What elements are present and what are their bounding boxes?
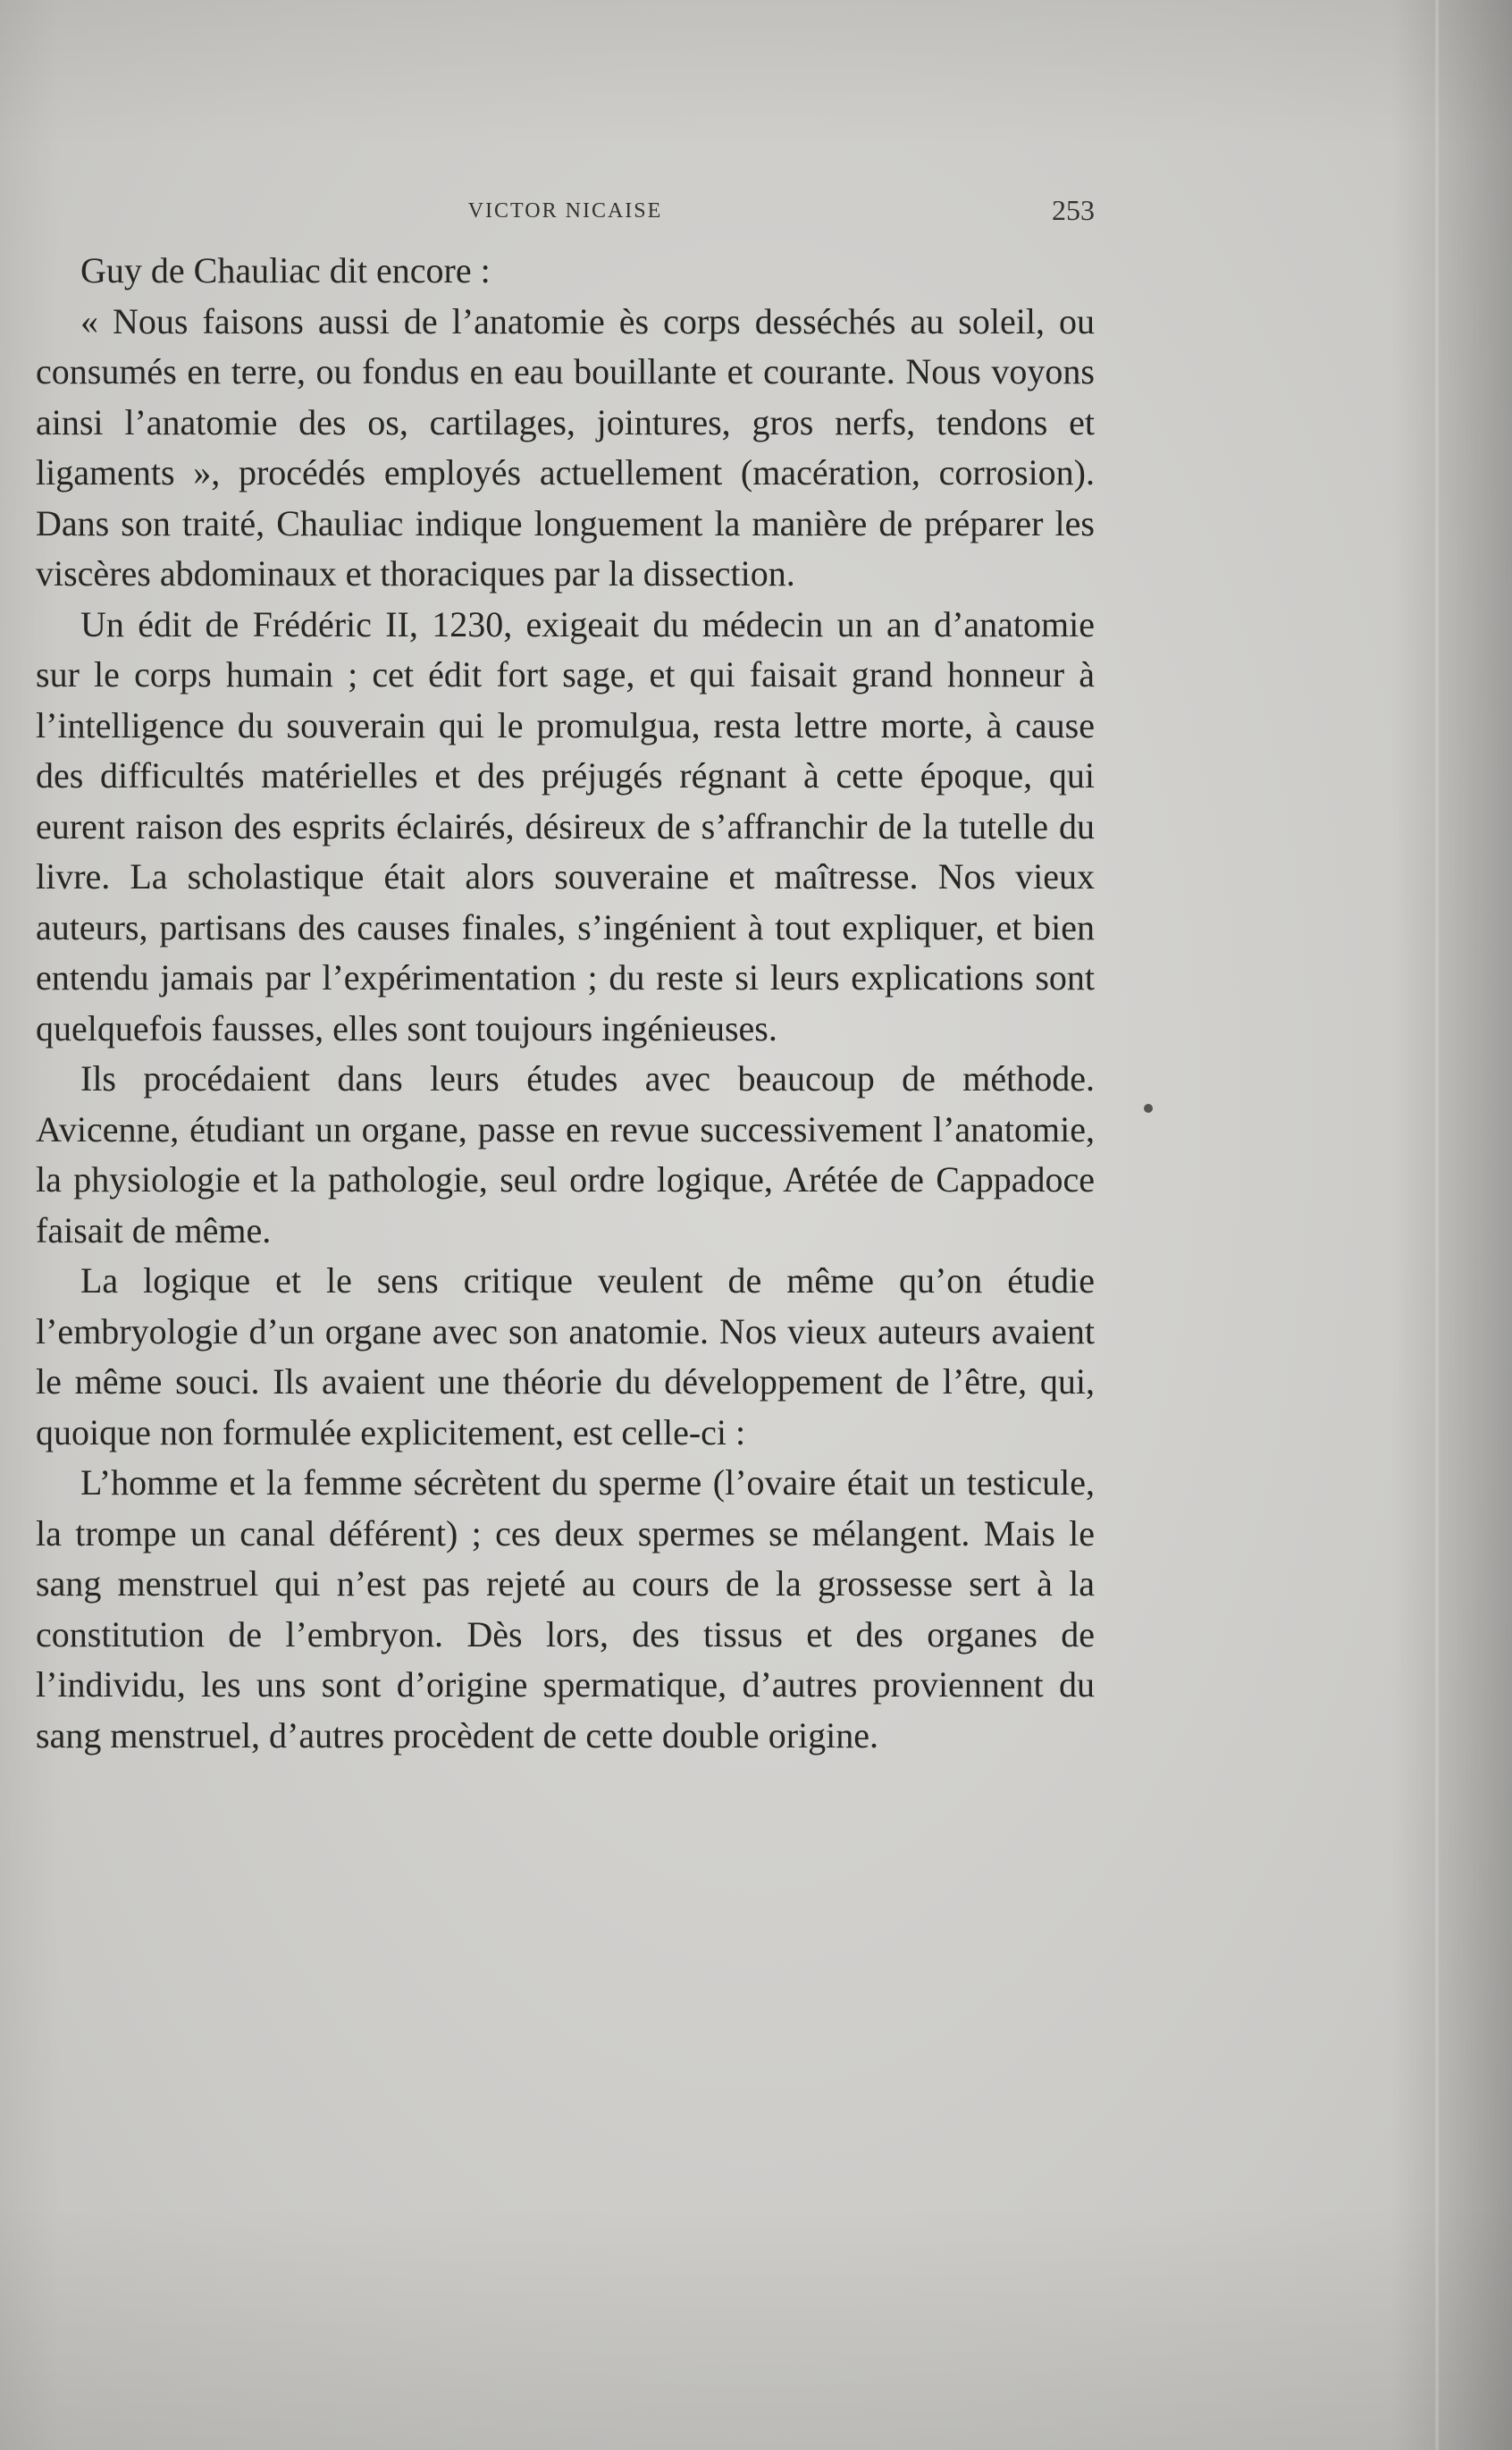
- running-head: [36, 174, 1095, 228]
- running-title: VICTOR NICAISE: [467, 199, 663, 223]
- page-number: 253: [1052, 194, 1095, 226]
- paragraph: La logique et le sens critique veulent de même qu’on étudie l’embryologie d’un organe avec son anatomie. Nos vieux auteurs avaient le même souci. Ils avaient une théorie du développement de l’être, qui, quoique non formulée explicitement, est celle-ci :: [36, 1260, 1095, 1452]
- scan-edge-streak: [1434, 0, 1440, 2450]
- paragraph: Guy de Chauliac dit encore :: [80, 250, 491, 290]
- book-page: [36, 174, 1095, 1761]
- ink-speck: [1144, 1104, 1153, 1113]
- body-text: [36, 246, 1095, 1761]
- paragraph: L’homme et la femme sécrètent du sperme (l’ovaire était un testicule, la trompe un canal déférent) ; ces deux spermes se mélangent. Mais le sang menstruel qui n’est pas rejeté au cours de la grossesse sert à la constitution de l’embryon. Dès lors, des tissus et des organes de l’individu, les uns sont d’origine spermatique, d’autres proviennent du sang menstruel, d’autres procèdent de cette double origine.: [36, 1462, 1095, 1755]
- paragraph: Ils procédaient dans leurs études avec beaucoup de méthode. Avicenne, étudiant un organe, passe en revue successivement l’anatomie, la physiologie et la pathologie, seul ordre logique, Arétée de Cappadoce faisait de même.: [36, 1058, 1095, 1250]
- paragraph: Un édit de Frédéric II, 1230, exigeait du médecin un an d’anatomie sur le corps humain ; cet édit fort sage, et qui faisait grand honneur à l’intelligence du souverain qui le promulgua, resta lettre morte, à cause des difficultés matérielles et des préjugés régnant à cette époque, qui eurent raison des esprits éclairés, désireux de s’affranchir de la tutelle du livre. La scholastique était alors souveraine et maîtresse. Nos vieux auteurs, partisans des causes finales, s’ingénient à tout expliquer, et bien entendu jamais par l’expérimentation ; du reste si leurs explications sont quelquefois fausses, elles sont toujours ingénieuses.: [36, 603, 1095, 1048]
- paragraph: « Nous faisons aussi de l’anatomie ès corps desséchés au soleil, ou consumés en terre, ou fondus en eau bouillante et courante. Nous voyons ainsi l’anatomie des os, cartilages, jointures, gros nerfs, tendons et ligaments », procédés employés actuellement (macération, corrosion). Dans son traité, Chauliac indique longuement la manière de préparer les viscères abdominaux et thoraciques par la dissection.: [36, 300, 1095, 594]
